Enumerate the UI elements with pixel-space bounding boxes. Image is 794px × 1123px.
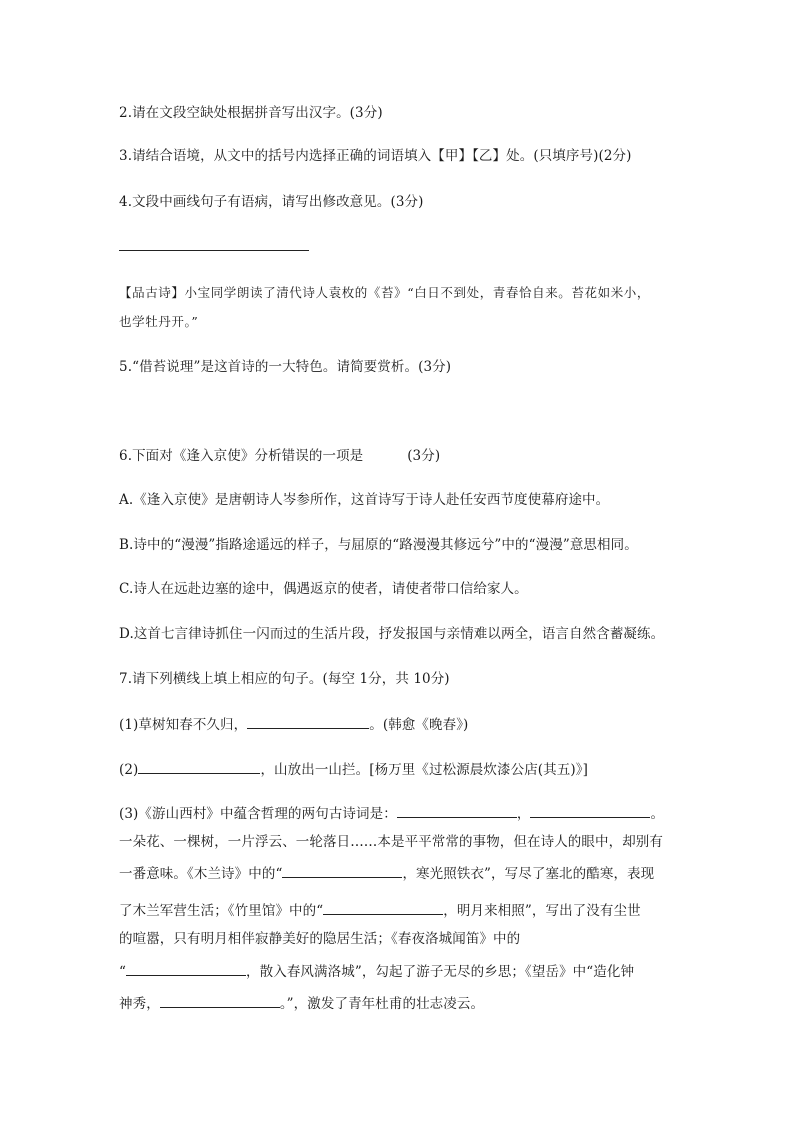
question-2: 2.请在文段空缺处根据拼音写出汉字。(3分) xyxy=(119,105,383,121)
paragraph-line-1: 一朵花、一棵树，一片浮云、一轮落日……本是平平常常的事物，但在诗人的眼中，却别有 xyxy=(119,834,663,850)
item-2-prefix: (2) xyxy=(119,762,139,778)
question-3: 3.请结合语境，从文中的括号内选择正确的词语填入【甲】【乙】处。(只填序号)(2分) xyxy=(119,148,632,164)
paragraph-line-6 xyxy=(119,993,484,1013)
paragraph-line-4: 的喧嚣，只有明月相伴寂静美好的隐居生活；《春夜洛城闻笛》中的 xyxy=(119,931,521,947)
item-1-prefix: (1)草树知春不久归， xyxy=(119,717,248,733)
question-6-stem: 6.下面对《逢入京使》分析错误的一项是 (3分) xyxy=(119,448,441,464)
question-7-item-2 xyxy=(119,759,588,779)
question-6-option-a: A.《逢入京使》是唐朝诗人岑参所作，这首诗写于诗人赴任安西节度使幕府途中。 xyxy=(119,492,610,508)
paragraph-line-6-prefix: 神秀， xyxy=(119,996,160,1012)
paragraph-line-2-prefix: 一番意味。《木兰诗》中的“ xyxy=(119,866,283,882)
answer-line xyxy=(119,250,309,251)
item-3-suffix: 。 xyxy=(650,806,665,822)
paragraph-line-3 xyxy=(119,900,641,920)
pin-gushi-line-1: 【品古诗】小宝同学朗读了清代诗人袁枚的《苔》“白日不到处，青春恰自来。苔花如米小， xyxy=(119,285,650,300)
paragraph-line-2-suffix: ，寒光照铁衣”，写尽了塞北的酷寒，表现 xyxy=(402,866,655,882)
paragraph-line-3-prefix: 了木兰军营生活；《竹里馆》中的“ xyxy=(119,903,324,919)
fill-blank[interactable] xyxy=(282,863,402,878)
question-7-item-3 xyxy=(119,803,664,823)
question-7-stem: 7.请下列横线上填上相应的句子。(每空 1分，共 10分) xyxy=(119,671,450,687)
item-2-suffix: ，山放出一山拦。[杨万里《过松源晨炊漆公店(其五)》] xyxy=(260,762,588,778)
paragraph-line-5-prefix: “ xyxy=(119,964,127,980)
question-7-item-1 xyxy=(119,714,468,734)
fill-blank[interactable] xyxy=(160,993,280,1008)
fill-blank[interactable] xyxy=(530,803,650,818)
paragraph-line-5 xyxy=(119,961,634,981)
paragraph-line-6-suffix: 。”，激发了青年杜甫的壮志凌云。 xyxy=(279,996,485,1012)
fill-blank[interactable] xyxy=(247,714,369,729)
item-3-separator: ， xyxy=(516,806,531,822)
item-3-prefix: (3)《游山西村》中蕴含哲理的两句古诗词是： xyxy=(119,806,397,822)
item-1-suffix: 。(韩愈《晚春》) xyxy=(369,717,469,733)
fill-blank[interactable] xyxy=(397,803,517,818)
fill-blank[interactable] xyxy=(323,900,443,915)
question-6-option-b: B.诗中的“漫漫”指路途遥远的样子，与屈原的“路漫漫其修远兮”中的“漫漫”意思相同。 xyxy=(119,537,638,553)
question-4: 4.文段中画线句子有语病，请写出修改意见。(3分) xyxy=(119,194,424,210)
fill-blank[interactable] xyxy=(138,759,260,774)
question-6-option-c: C.诗人在远赴边塞的途中，偶遇返京的使者，请使者带口信给家人。 xyxy=(119,581,528,597)
paragraph-line-3-suffix: ，明月来相照”，写出了没有尘世 xyxy=(443,903,641,919)
paragraph-line-5-suffix: ，散入春风满洛城”，勾起了游子无尽的乡思；《望岳》中“造化钟 xyxy=(246,964,635,980)
question-5: 5.“借苔说理”是这首诗的一大特色。请简要赏析。(3分) xyxy=(119,359,452,375)
paragraph-line-2 xyxy=(119,863,654,883)
fill-blank[interactable] xyxy=(126,961,246,976)
question-6-option-d: D.这首七言律诗抓住一闪而过的生活片段，抒发报国与亲情难以两全，语言自然含蓄凝练。 xyxy=(119,626,665,642)
pin-gushi-line-2: 也学牡丹开。” xyxy=(119,314,199,329)
